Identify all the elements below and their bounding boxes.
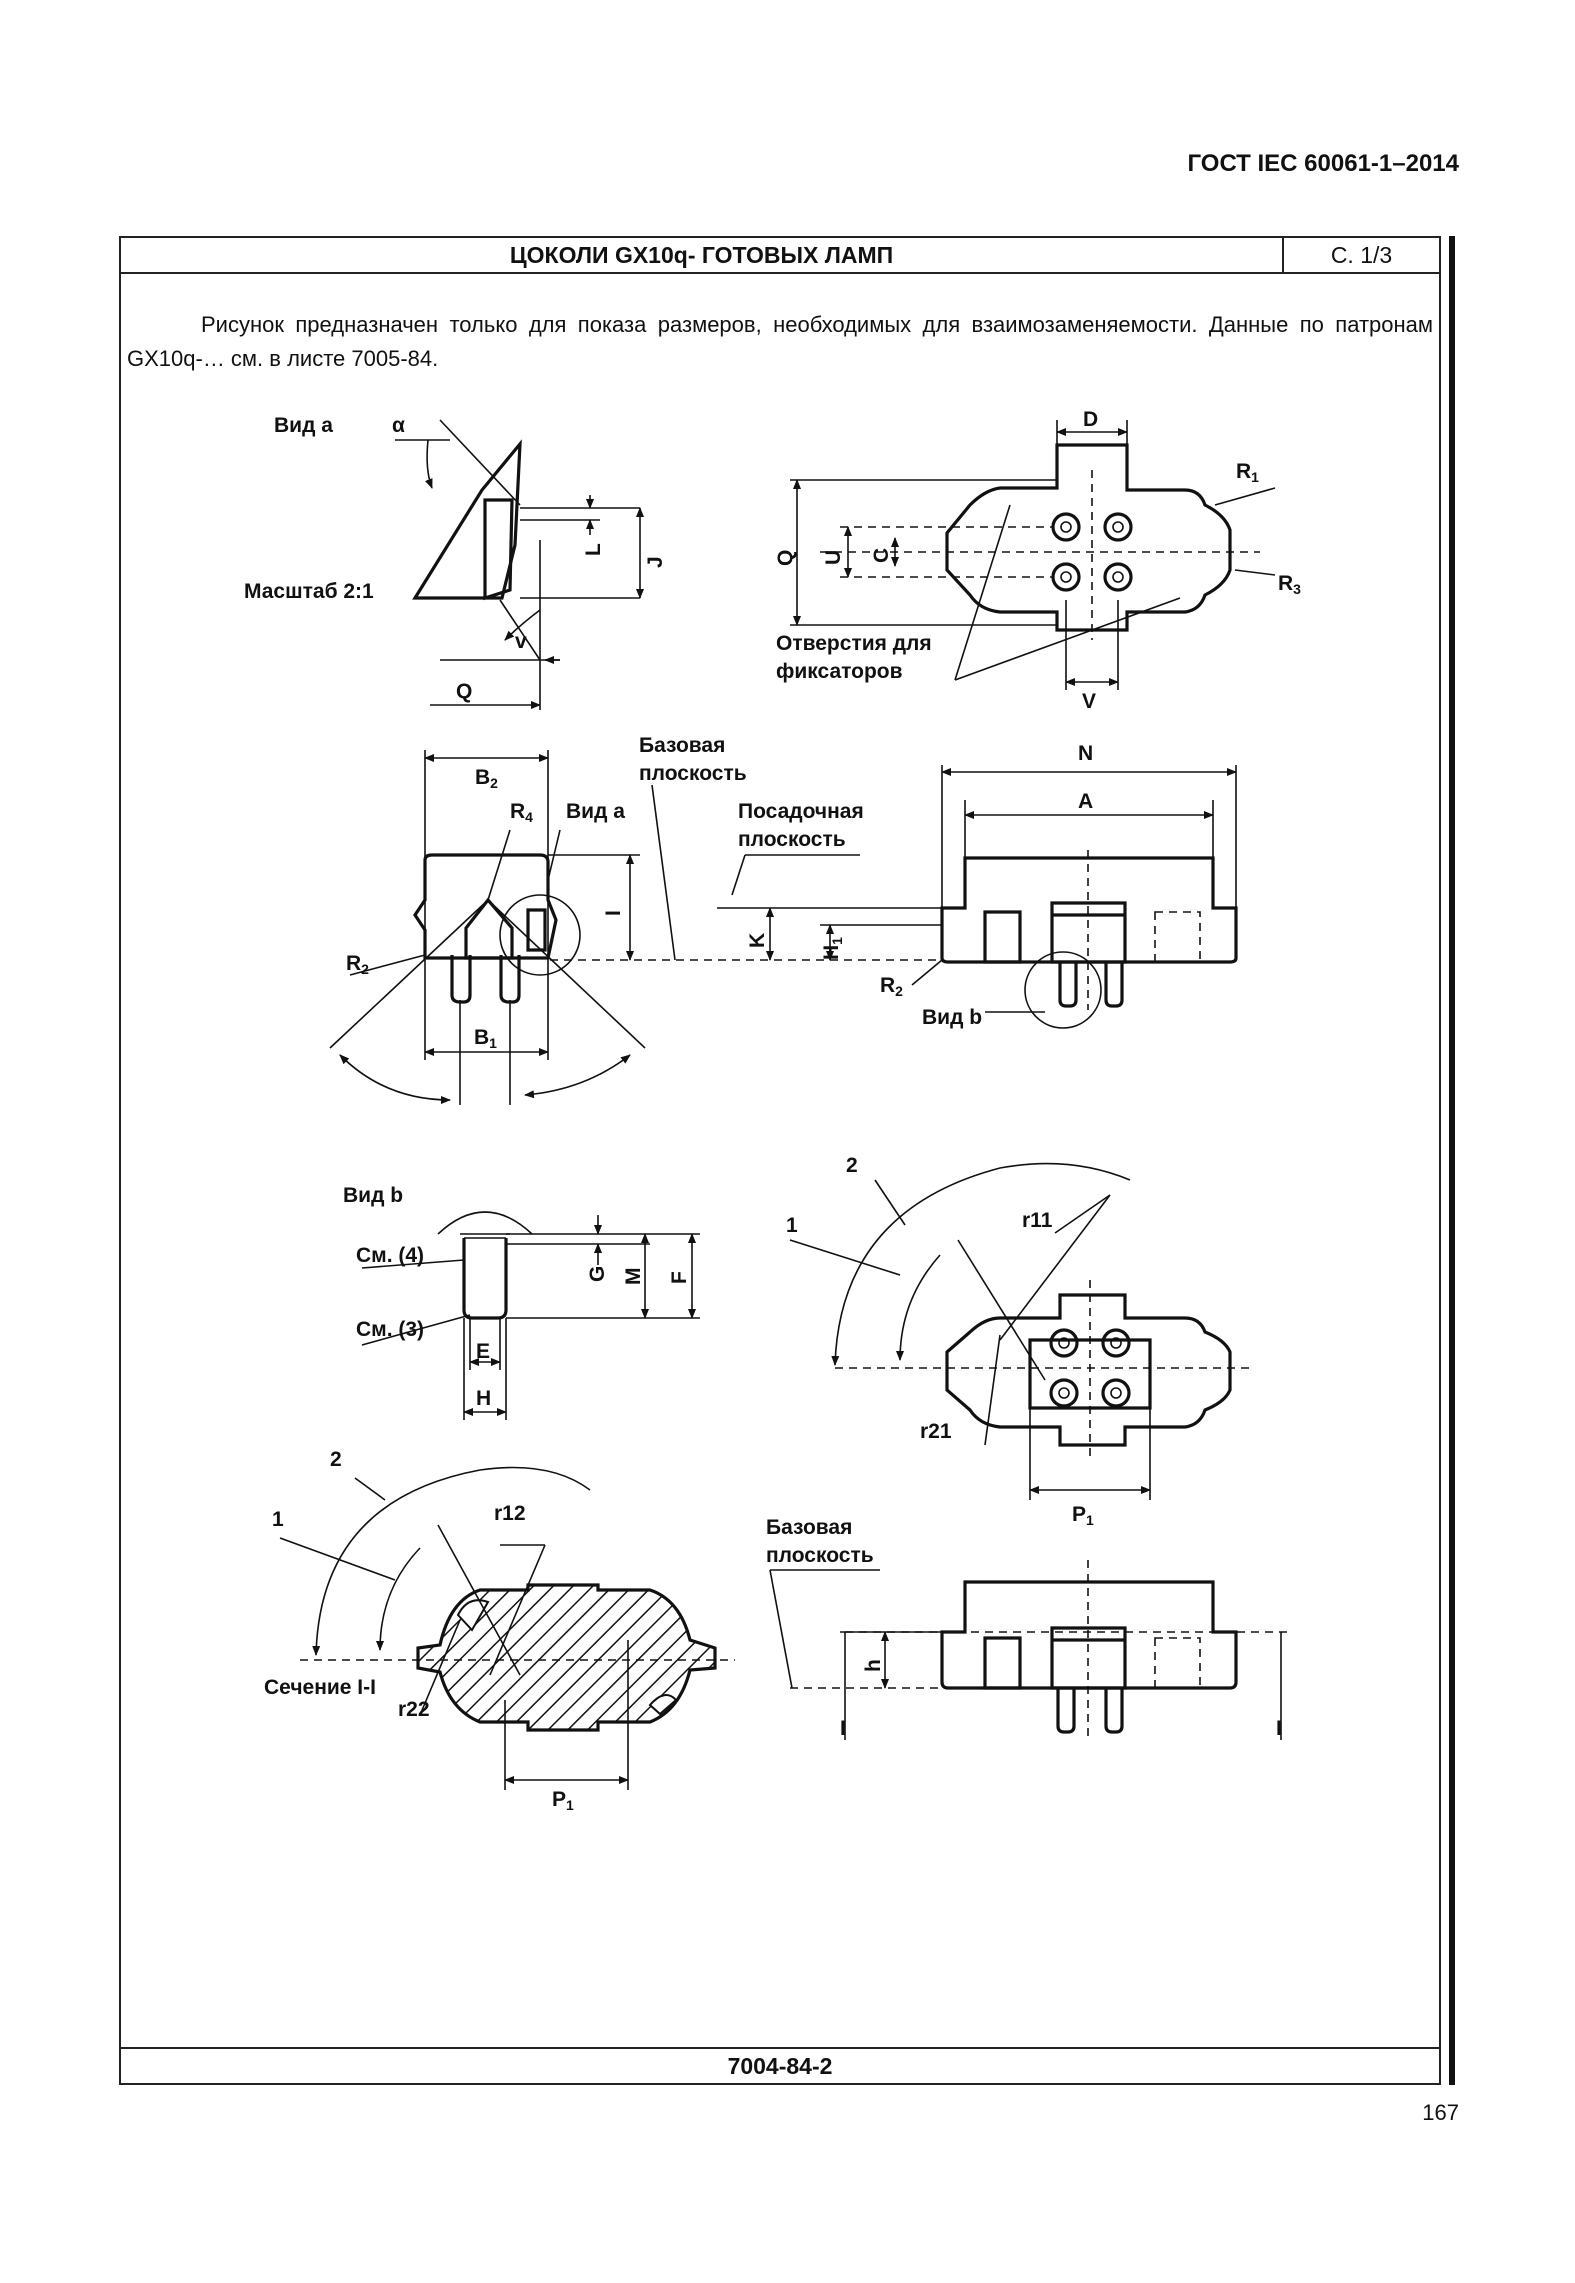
label-l: L (582, 543, 605, 556)
intro-text: Рисунок предназначен только для показа размеров, необходимых для взаимозаменяемости. Данные по патронам GX10q-… см. в листе 7005-84. (127, 312, 1433, 371)
label-vid-a-2: Вид a (566, 800, 625, 823)
label-c: C (870, 547, 893, 563)
front-view-cut (770, 1560, 1290, 1740)
label-r22: r22 (398, 1698, 430, 1721)
label-h: H (476, 1387, 492, 1410)
label-r12: r12 (494, 1502, 526, 1525)
label-a: A (1078, 790, 1094, 813)
label-scale: Масштаб 2:1 (244, 580, 374, 603)
label-vid-b-2: Вид b (343, 1184, 404, 1207)
label-m: M (622, 1267, 645, 1285)
label-seat-plane-1: Посадочная (738, 800, 864, 823)
label-h1: H1 (820, 937, 845, 960)
label-k: K (746, 932, 769, 948)
label-p1: P1 (1072, 1503, 1094, 1528)
label-vid-a: Вид a (274, 414, 333, 437)
label-r2: R2 (346, 952, 369, 977)
label-g: G (586, 1265, 609, 1282)
label-2-bottom: 2 (330, 1448, 342, 1471)
label-i: I (602, 910, 625, 916)
label-b1: B1 (474, 1026, 497, 1051)
page-number: 167 (1422, 2100, 1459, 2125)
label-u: U (822, 549, 845, 565)
label-2-top: 2 (846, 1154, 858, 1177)
label-i-left: I (840, 1717, 846, 1740)
sheet-page: С. 1/3 (1330, 242, 1393, 268)
label-v: V (1082, 690, 1097, 713)
label-h-small: h (862, 1659, 885, 1672)
label-r1: R1 (1236, 460, 1259, 485)
view-a-detail (395, 420, 640, 710)
label-r21: r21 (920, 1420, 952, 1443)
label-j: J (644, 556, 667, 568)
label-q-small: Q (456, 680, 473, 703)
label-1-top: 1 (786, 1214, 798, 1237)
label-seat-plane-2: плоскость (738, 828, 846, 851)
label-r11: r11 (1022, 1209, 1053, 1232)
label-i-right: I (1276, 1717, 1282, 1740)
label-r4: R4 (510, 800, 533, 825)
label-v-small: v (515, 630, 527, 653)
label-d: D (1083, 408, 1099, 431)
label-1-bottom: 1 (272, 1508, 284, 1531)
label-e: E (476, 1340, 491, 1363)
label-alpha: α (392, 414, 405, 437)
label-r2-front: R2 (880, 974, 903, 999)
label-n: N (1078, 742, 1094, 765)
label-see-4: См. (4) (356, 1244, 425, 1267)
label-p1-bottom: P1 (552, 1788, 574, 1813)
label-vid-b: Вид b (922, 1006, 983, 1029)
sheet-code: 7004-84-2 (121, 2047, 1439, 2083)
label-q: Q (774, 549, 797, 566)
label-section: Сечение I-I (264, 1676, 376, 1699)
label-see-3: См. (3) (356, 1318, 425, 1341)
label-base-plane-1: Базовая (639, 734, 726, 757)
label-f: F (668, 1271, 691, 1284)
label-base-plane-2: плоскость (639, 762, 747, 785)
standard-number: ГОСТ IEC 60061-1–2014 (1187, 150, 1459, 177)
label-base-plane-4: плоскость (766, 1544, 874, 1567)
label-holes: Отверстия для (776, 632, 932, 655)
label-base-plane-3: Базовая (766, 1516, 853, 1539)
label-holes-2: фиксаторов (776, 660, 903, 683)
label-b2: B2 (475, 766, 498, 791)
sheet-title: ЦОКОЛИ GX10q- ГОТОВЫХ ЛАМП (121, 238, 1284, 272)
label-r3: R3 (1278, 572, 1301, 597)
